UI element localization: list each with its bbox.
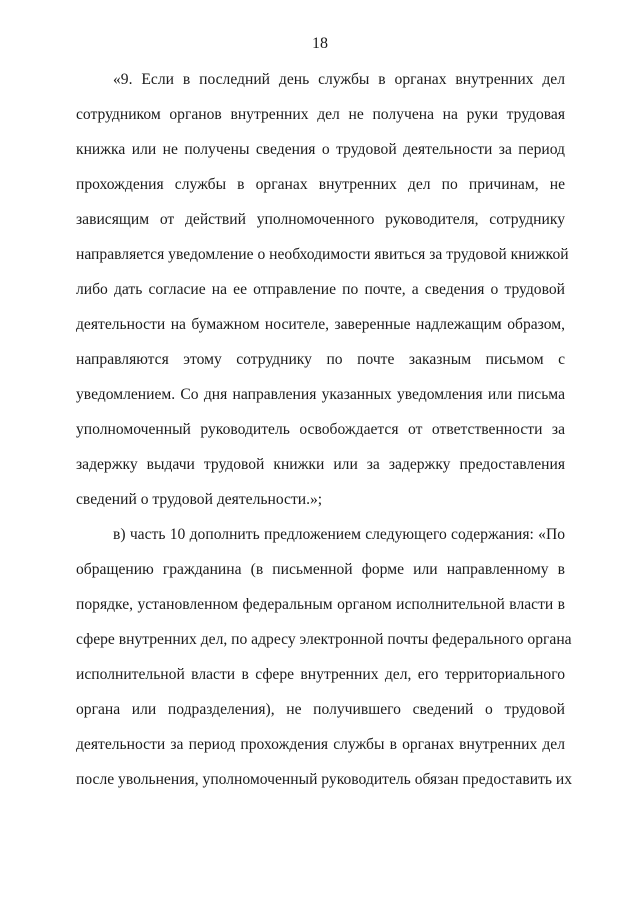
text-line: деятельности на бумажном носителе, заверенные надлежащим образом, <box>76 316 565 333</box>
text-line: прохождения службы в органах внутренних дел по причинам, не <box>76 176 565 193</box>
text-line: исполнительной власти в сфере внутренних дел, его территориального <box>76 666 565 683</box>
text-line: сфере внутренних дел, по адресу электронной почты федерального органа <box>76 631 572 648</box>
text-line: направляется уведомление о необходимости явиться за трудовой книжкой <box>76 246 569 263</box>
text-line: уведомлением. Со дня направления указанных уведомления или письма <box>76 386 565 403</box>
text-line: сотрудником органов внутренних дел не получена на руки трудовая <box>76 106 565 123</box>
text-line: «9. Если в последний день службы в органах внутренних дел <box>113 71 565 88</box>
text-line: органа или подразделения), не получившего сведений о трудовой <box>76 701 565 718</box>
text-line: в) часть 10 дополнить предложением следующего содержания: «По <box>113 526 565 543</box>
text-line: зависящим от действий уполномоченного руководителя, сотруднику <box>76 211 565 228</box>
text-line: после увольнения, уполномоченный руководитель обязан предоставить их <box>76 771 573 788</box>
text-line: сведений о трудовой деятельности.»; <box>76 491 323 508</box>
text-line: обращению гражданина (в письменной форме или направленному в <box>76 561 565 578</box>
paragraph-item-9 <box>76 69 569 524</box>
text-line: уполномоченный руководитель освобождается от ответственности за <box>76 421 565 438</box>
text-line: деятельности за период прохождения службы в органах внутренних дел <box>76 736 565 753</box>
document-body <box>76 69 573 804</box>
paragraph-item-v <box>76 524 573 804</box>
text-line: книжка или не получены сведения о трудовой деятельности за период <box>76 141 565 158</box>
text-line: порядке, установленном федеральным органом исполнительной власти в <box>76 596 565 613</box>
text-line: направляются этому сотруднику по почте заказным письмом с <box>76 351 565 368</box>
page-number: 18 <box>312 35 328 52</box>
text-line: задержку выдачи трудовой книжки или за задержку предоставления <box>76 456 565 473</box>
text-line: либо дать согласие на ее отправление по почте, а сведения о трудовой <box>76 281 565 298</box>
